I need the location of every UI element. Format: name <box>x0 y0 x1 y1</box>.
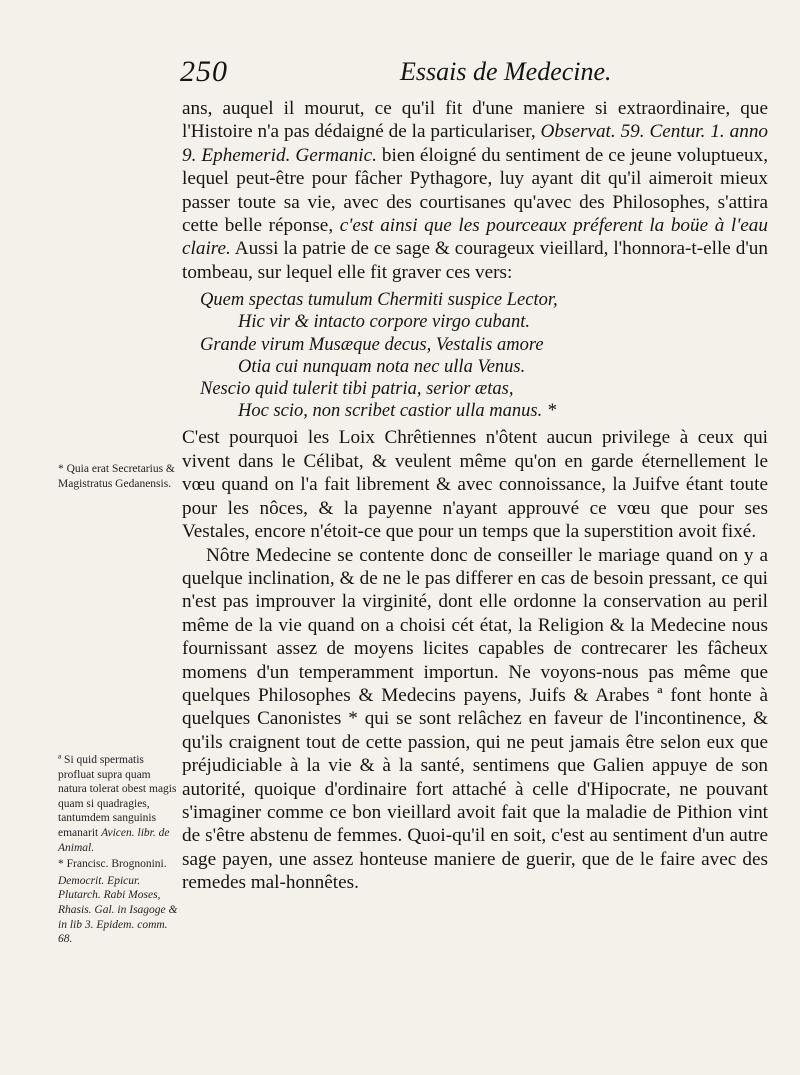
margin-note-ref: Avicen. libr. de Animal. <box>58 826 170 854</box>
verse-line: Nescio quid tulerit tibi patria, serior ætas, <box>200 379 514 400</box>
paragraph-2: C'est pourquoi les Loix Chrêtiennes n'ôtent aucun privilege à ceux qui vivent dans le Célibat, & veulent même qu'on en garde éternellement le vœu quand on l'a fait librement & avec connoissance, la Juifve étant toute pour les nôces, & la payenne n'ayant approuvé ce vœu que pour ses Vestales, encore n'étoit-ce que pour un temps que la superstition avoit fixé. <box>182 427 768 543</box>
margin-note: * Quia erat Secretarius & Magistratus Gedanensis. <box>58 463 175 490</box>
margin-note: * Francisc. Brognonini. <box>58 858 167 871</box>
verse-line: Otia cui nunquam nota nec ulla Venus. <box>238 356 526 377</box>
paragraph-1 <box>182 97 768 284</box>
margin-note: Democrit. Epicur. Plutarch. Rabi Moses, Rhasis. Gal. in Isagoge & in lib 3. Epidem. comm. 68. <box>58 874 178 946</box>
margin-note-group-1 <box>58 462 180 493</box>
margin-note-text: ª Si quid spermatis profluat supra quam natura tolerat obest magis quam si quadragies, tantumdem sanguinis emanarit <box>58 754 177 839</box>
verse-line: Hic vir & intacto corpore virgo cubant. <box>238 312 531 333</box>
running-title: Essais de Medecine. <box>400 57 612 86</box>
verse-line: Grande virum Musæque decus, Vestalis amore <box>200 334 544 355</box>
main-text <box>182 97 768 895</box>
paragraph-1b-text: bien éloigné du sentiment de ce jeune voluptueux, lequel peut-être pour fâcher Pythagore, luy ayant dit qu'il aimeroit mieux passer toute sa vie, avec des courtisanes qu'avec des Philosophes, s'attira cette belle réponse, <box>182 144 768 237</box>
verse-line: Quem spectas tumulum Chermiti suspice Lector, <box>200 290 558 311</box>
paragraph-1-text: ans, auquel il mourut, ce qu'il fit d'une maniere si extraordinaire, que l'Histoire n'a pas dédaigné de la particulariser, <box>182 98 768 143</box>
paragraph-1c-text: Aussi la patrie de ce sage & courageux vieillard, l'honnora-t-elle d'un tombeau, sur lequel elle fit graver ces vers: <box>182 238 768 283</box>
page-number: 250 <box>180 55 228 88</box>
verse-line: Hoc scio, non scribet castior ulla manus. * <box>238 401 557 422</box>
margin-note-group-2 <box>58 753 180 949</box>
epitaph-verse <box>200 289 768 422</box>
citation-1: Observat. 59. Centur. 1. anno 9. Ephemerid. Germanic. <box>182 121 769 166</box>
page-header <box>180 55 740 95</box>
paragraph-3: Nôtre Medecine se contente donc de conseiller le mariage quand on y a quelque inclination, & de ne le pas differer en cas de besoin pressant, ce qui n'est pas improuver la virginité, dont elle ordonne la conservation au peril même de la vie quand on a choisi cét état, la Religion & la Medecine nous fournissant assez de moyens licites capables de contrecarer les fâcheux momens d'un temperamment importun. Ne voyons-nous pas même que quelques Philosophes & Medecins payens, Juifs & Arabes ª font honte à quelques Canonistes * qui se sont relâchez en faveur de l'incontinence, & qu'ils craignent tout de cette passion, qui ne peut jamais être selon eux que préjudiciable à la vie & à la santé, sentimens que Galien appuye de son autorité, quoique d'ordinaire fort attaché à celle d'Hipocrate, ne pouvant s'imaginer comme ce bon vieillard avoit fait que la maladie de Pithion vint de s'être abstenu de femmes. Quoi-qu'il en soit, c'est au sentiment d'un autre sage payen, une assez honteuse maniere de guerir, que de le faire avec des remedes mal-honnêtes. <box>182 544 768 894</box>
quote-1: c'est ainsi que les pourceaux préferent la boüe à l'eau claire. <box>182 215 768 260</box>
margin-note <box>58 753 180 855</box>
